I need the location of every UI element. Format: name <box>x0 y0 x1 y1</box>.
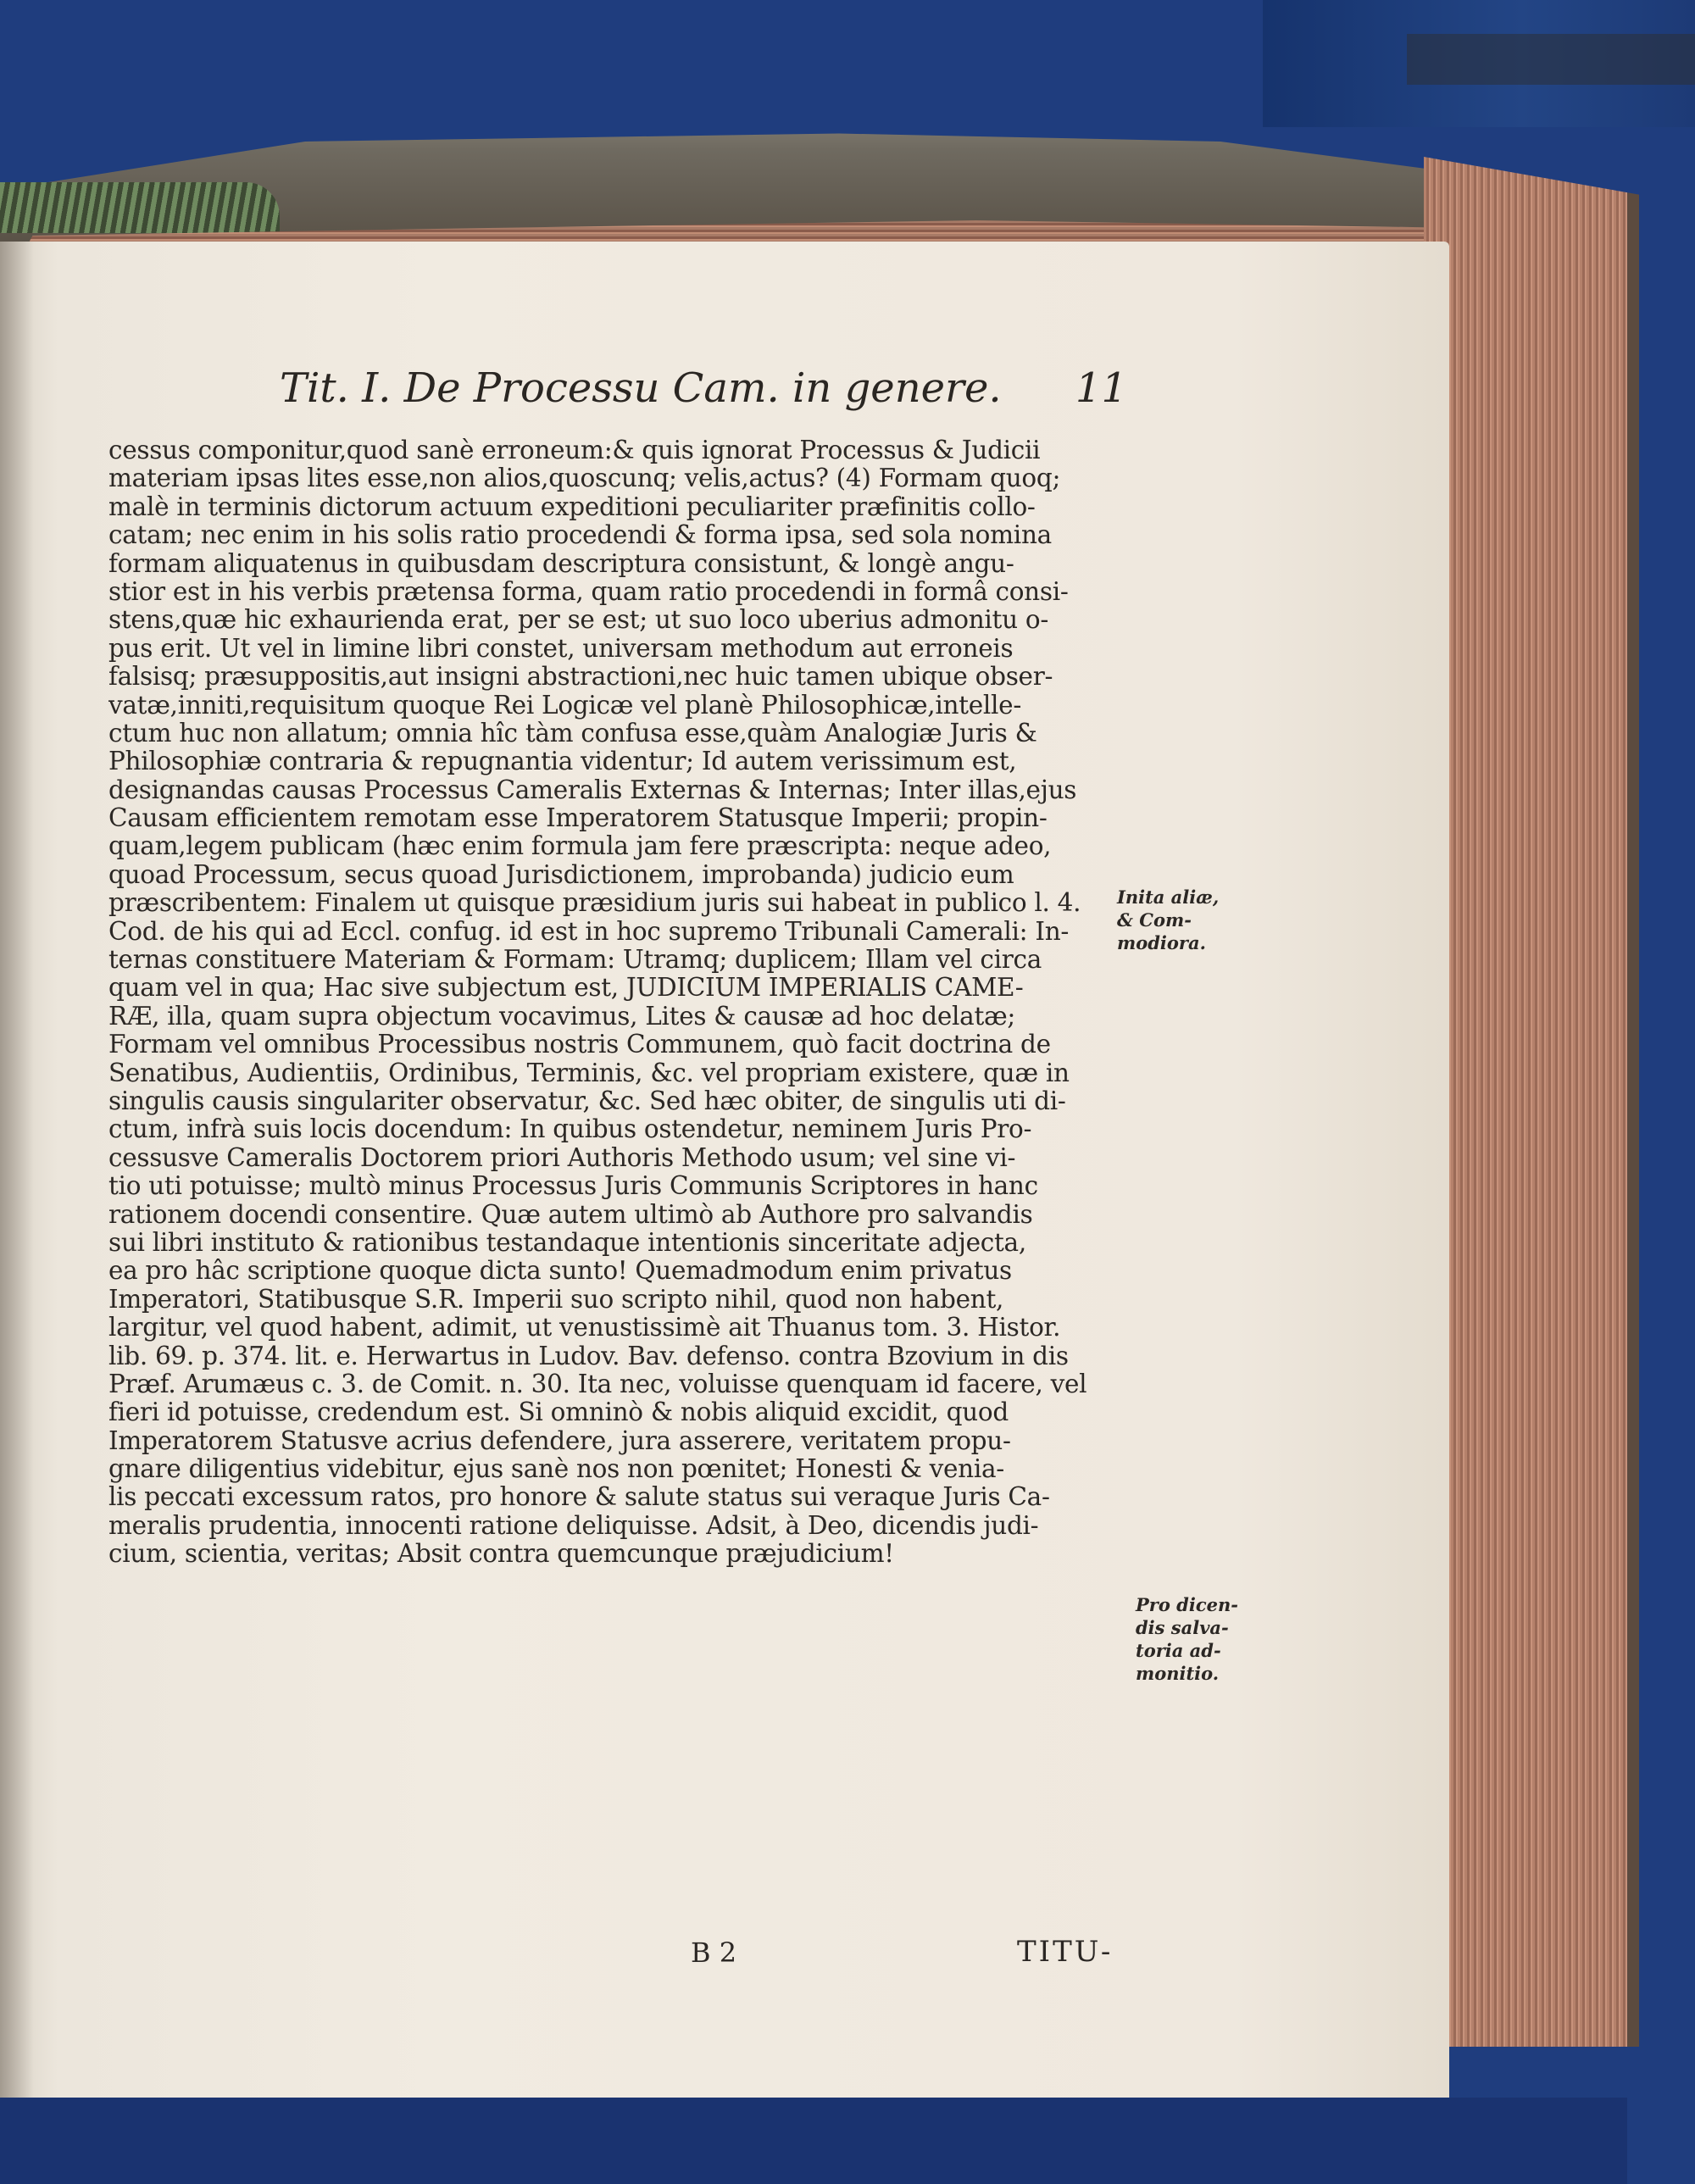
text-line: stens,quæ hic exhaurienda erat, per se est; ut suo loco uberius admonitu o- <box>108 606 1048 635</box>
text-line: rationem docendi consentire. Quæ autem ultimò ab Authore pro salvandis <box>108 1200 1033 1229</box>
text-line: materiam ipsas lites esse,non alios,quoscunq; velis,actus? (4) Formam quoq; <box>108 464 1061 493</box>
margin-note-2 <box>1136 1593 1238 1685</box>
text-line: Formam vel omnibus Processibus nostris Communem, quò facit doctrina de <box>108 1031 1051 1059</box>
book-headband <box>0 182 280 233</box>
gutter-shadow <box>0 242 34 2098</box>
calibration-gray-strip <box>1407 34 1695 85</box>
text-line: gnare diligentius videbitur, ejus sanè nos non pœnitet; Honesti & venia- <box>108 1455 1004 1484</box>
margin-note-1 <box>1117 886 1219 954</box>
text-line: Philosophiæ contraria & repugnantia videntur; Id autem verissimum est, <box>108 747 1017 776</box>
text-line: Cod. de his qui ad Eccl. confug. id est in hoc supremo Tribunali Camerali: In- <box>108 917 1070 946</box>
text-line: cium, scientia, veritas; Absit contra quemcunque præjudicium! <box>108 1540 894 1569</box>
text-line: præscribentem: Finalem ut quisque præsidium juris sui habeat in publico l. 4. <box>108 889 1081 918</box>
margin-note-line: dis salva- <box>1136 1617 1229 1638</box>
text-line: malè in terminis dictorum actuum expeditioni peculiariter præfinitis collo- <box>108 492 1036 521</box>
margin-note-line: toria ad- <box>1136 1640 1221 1661</box>
catchword: TITU- <box>1017 1935 1114 1969</box>
text-line: fieri id potuisse, credendum est. Si omninò & nobis aliquid excidit, quod <box>108 1398 1009 1427</box>
text-line: formam aliquatenus in quibusdam descriptura consistunt, & longè angu- <box>108 549 1014 578</box>
margin-note-line: Pro dicen- <box>1136 1594 1238 1615</box>
text-line: Præf. Arumæus c. 3. de Comit. n. 30. Ita nec, voluisse quenquam id facere, vel <box>108 1370 1087 1398</box>
text-line: ternas constituere Materiam & Formam: Utramq; duplicem; Illam vel circa <box>108 946 1042 975</box>
text-line: stior est in his verbis prætensa forma, quam ratio procedendi in formâ consi- <box>108 577 1069 606</box>
text-line: designandas causas Processus Cameralis Externas & Internas; Inter illas,ejus <box>108 775 1077 804</box>
text-line: Imperatori, Statibusque S.R. Imperii suo scripto nihil, quod non habent, <box>108 1285 1004 1314</box>
text-line: pus erit. Ut vel in limine libri constet, universam methodum aut erroneis <box>108 634 1014 663</box>
text-line: Imperatorem Statusve acrius defendere, jura asserere, veritatem propu- <box>108 1426 1011 1455</box>
text-line: sui libri instituto & rationibus testandaque intentionis sinceritate adjecta, <box>108 1228 1026 1257</box>
text-line: cessus componitur,quod sanè erroneum:& quis ignorat Processus & Judicii <box>108 436 1041 464</box>
margin-note-line: modiora. <box>1117 932 1206 953</box>
text-line: Senatibus, Audientiis, Ordinibus, Terminis, &c. vel propriam existere, quæ in <box>108 1059 1070 1087</box>
running-header <box>280 364 1127 424</box>
text-line: quoad Processum, secus quoad Jurisdictionem, improbanda) judicio eum <box>108 860 1014 889</box>
text-line: largitur, vel quod habent, adimit, ut venustissimè ait Thuanus tom. 3. Histor. <box>108 1314 1061 1342</box>
text-line: ctum, infrà suis locis docendum: In quibus ostendetur, neminem Juris Pro- <box>108 1115 1032 1144</box>
page-edges-right <box>1424 157 1639 2047</box>
text-line: catam; nec enim in his solis ratio procedendi & forma ipsa, sed sola nomina <box>108 521 1052 550</box>
text-line: falsisq; præsuppositis,aut insigni abstractioni,nec huic tamen ubique obser- <box>108 663 1053 692</box>
text-line: singulis causis singulariter observatur, &c. Sed hæc obiter, de singulis uti di- <box>108 1086 1066 1115</box>
text-line: Causam efficientem remotam esse Imperatorem Statusque Imperii; propin- <box>108 804 1048 833</box>
text-line: RÆ, illa, quam supra objectum vocavimus, Lites & causæ ad hoc delatæ; <box>108 1002 1016 1031</box>
text-line: ctum huc non allatum; omnia hîc tàm confusa esse,quàm Analogiæ Juris & <box>108 719 1037 747</box>
margin-note-line: Inita aliæ, <box>1117 886 1220 908</box>
text-line: meralis prudentia, innocenti ratione deliquisse. Adsit, à Deo, dicendis judi- <box>108 1511 1039 1540</box>
text-line: lis peccati excessum ratos, pro honore & salute status sui veraque Juris Ca- <box>108 1483 1050 1512</box>
bottom-background <box>0 2098 1627 2184</box>
text-line: tio uti potuisse; multò minus Processus Juris Communis Scriptores in hanc <box>108 1172 1038 1201</box>
text-line: cessusve Cameralis Doctorem priori Authoris Methodo usum; vel sine vi- <box>108 1143 1016 1172</box>
text-line: lib. 69. p. 374. lit. e. Herwartus in Ludov. Bav. defenso. contra Bzovium in dis <box>108 1342 1069 1370</box>
signature-mark: B 2 <box>691 1937 737 1969</box>
body-text-block <box>108 436 1121 1569</box>
margin-note-line: & Com- <box>1117 909 1192 931</box>
text-line: vatæ,inniti,requisitum quoque Rei Logicæ vel planè Philosophicæ,intelle- <box>108 691 1021 720</box>
text-line: quam vel in qua; Hac sive subjectum est, JUDICIUM IMPERIALIS CAME- <box>108 974 1024 1003</box>
margin-note-line: monitio. <box>1136 1663 1220 1684</box>
running-title: Tit. I. De Processu Cam. in genere. <box>280 364 1002 412</box>
page-number: 11 <box>1075 364 1127 412</box>
text-line: ea pro hâc scriptione quoque dicta sunto! Quemadmodum enim privatus <box>108 1257 1012 1286</box>
text-line: quam,legem publicam (hæc enim formula jam fere præscripta: neque adeo, <box>108 832 1052 861</box>
